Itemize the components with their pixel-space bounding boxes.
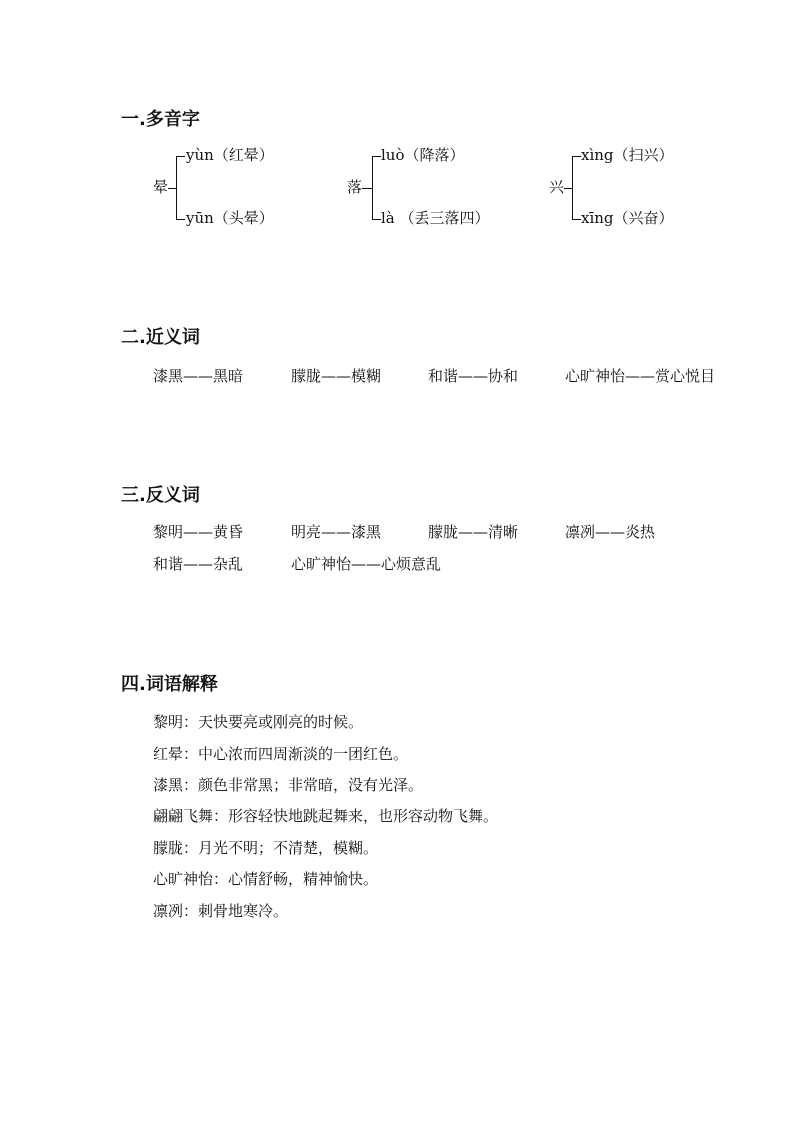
antonym-pair: 黎明——黄昏 xyxy=(153,523,244,541)
polyphone-char: 兴 xyxy=(549,178,565,196)
polyphone-reading-bottom: yūn（头晕） xyxy=(186,209,274,227)
polyphone-reading-top: xìng（扫兴） xyxy=(581,146,674,164)
polyphone-char: 晕 xyxy=(153,178,169,196)
polyphone-reading-top: luò（降落） xyxy=(381,146,465,164)
polyphone-reading-top: yùn（红晕） xyxy=(186,146,274,164)
bracket-stub xyxy=(362,188,372,189)
bracket xyxy=(176,156,185,220)
section-heading-definitions: 四.词语解释 xyxy=(121,674,218,695)
polyphone-reading-bottom: xīng（兴奋） xyxy=(581,209,674,227)
definition-item: 翩翩飞舞：形容轻快地跳起舞来，也形容动物飞舞。 xyxy=(153,807,499,825)
synonym-pair: 朦胧——模糊 xyxy=(291,367,382,385)
definition-item: 心旷神怡：心情舒畅，精神愉快。 xyxy=(153,870,379,888)
definition-item: 红晕：中心浓而四周渐淡的一团红色。 xyxy=(153,745,409,763)
antonym-pair: 明亮——漆黑 xyxy=(291,523,382,541)
section-heading-synonyms: 二.近义词 xyxy=(121,327,200,348)
section-heading-polyphones: 一.多音字 xyxy=(121,109,200,130)
bracket xyxy=(372,156,381,220)
antonym-pair: 心旷神怡——心烦意乱 xyxy=(291,555,442,573)
section-heading-antonyms: 三.反义词 xyxy=(121,485,200,506)
antonym-pair: 凛冽——炎热 xyxy=(565,523,656,541)
synonym-pair: 漆黑——黑暗 xyxy=(153,367,244,385)
synonym-pair: 心旷神怡——赏心悦目 xyxy=(565,367,716,385)
bracket xyxy=(572,156,581,220)
definition-item: 黎明：天快要亮或刚亮的时候。 xyxy=(153,713,364,731)
antonym-pair: 朦胧——清晰 xyxy=(428,523,519,541)
synonym-pair: 和谐——协和 xyxy=(428,367,519,385)
bracket-stub xyxy=(168,188,176,189)
definition-item: 凛冽：刺骨地寒冷。 xyxy=(153,902,289,920)
definition-item: 漆黑：颜色非常黑；非常暗，没有光泽。 xyxy=(153,776,424,794)
definition-item: 朦胧：月光不明；不清楚，模糊。 xyxy=(153,839,379,857)
antonym-pair: 和谐——杂乱 xyxy=(153,555,244,573)
bracket-stub xyxy=(564,188,572,189)
polyphone-reading-bottom: là （丢三落四） xyxy=(381,209,490,227)
polyphone-char: 落 xyxy=(347,178,363,196)
